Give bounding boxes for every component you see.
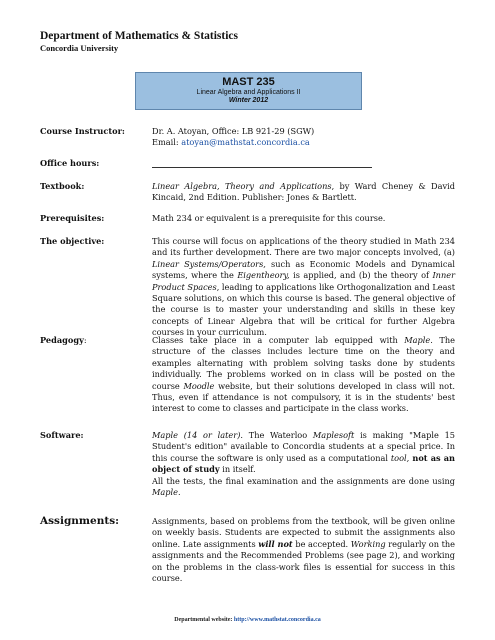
objective-text: This course will focus on applications of the theory studied in Math 234 and its further development. There are two major concepts involved, (a) Linear Systems/Operators, such as Economic Models and Dynamical systems, where the Eigentheory, is applied, and (b) the theory of Inner Product Spaces, leading to applications like Orthogonalization and Least Square solutions, on which this course is based. The general objective of the course is to master your understanding and skills in these key concepts of Linear Algebra that will be critical for further Algebra courses in your curriculum. (152, 236, 455, 338)
footer (0, 617, 495, 623)
course-code: MAST 235 (222, 76, 275, 88)
software-section (40, 430, 455, 498)
instructor-email-link[interactable]: atoyan@mathstat.concordia.ca (181, 137, 310, 148)
software-label: Software: (40, 430, 84, 440)
textbook-section (40, 181, 455, 204)
department-name: Department of Mathematics & Statistics (40, 30, 239, 42)
pedagogy-text: Classes take place in a computer lab equipped with Maple. The structure of the classes includes lecture time on the theory and examples alternating with problem solving tasks done by students individually. The problems worked on in class will be posted on the course Moodle website, but their solutions developed in class will not. Thus, even if attendance is not compulsory, it is in the students' best interest to come to classes and participate in the class works. (152, 335, 455, 414)
office-hours-label: Office hours: (40, 158, 100, 168)
software-text: Maple (14 or later). The Waterloo Maplesoft is making "Maple 15 Student's edition" available to Concordia students at a special price. In this course the software is only used as a computational tool, not as an object of study in itself. All the tests, the final examination and the assignments are done using Maple. (152, 430, 455, 498)
objective-label: The objective: (40, 236, 105, 246)
prerequisites-label: Prerequisites: (40, 213, 105, 223)
instructor-office: Dr. A. Atoyan, Office: LB 921-29 (SGW) (152, 126, 315, 136)
office-hours-section (40, 158, 455, 171)
course-title-box (135, 72, 362, 110)
university-name: Concordia University (40, 43, 119, 53)
office-hours-blank-line (152, 158, 372, 168)
document-header (40, 30, 238, 53)
assignments-label: Assignments: (40, 515, 119, 527)
instructor-label: Course Instructor: (40, 126, 125, 136)
textbook-text: Linear Algebra, Theory and Applications, by Ward Cheney & David Kincaid, 2nd Edition. Publisher: Jones & Bartlett. (152, 181, 455, 203)
course-name: Linear Algebra and Applications II (196, 89, 301, 96)
prerequisites-section (40, 213, 455, 224)
pedagogy-section (40, 335, 455, 415)
textbook-label: Textbook: (40, 181, 85, 191)
website-link[interactable]: http://www.mathstat.concordia.ca (233, 617, 321, 623)
instructor-email-line: Email: atoyan@mathstat.concordia.ca (152, 137, 310, 148)
assignments-text: Assignments, based on problems from the textbook, will be given online on weekly basis. Students are expected to submit the assignments also online. Late assignments will not be accepted. Working regularly on the assignments and the Recommended Problems (see page 2), and working on the problems in the class-work files is essential for success in this course. (152, 516, 455, 584)
pedagogy-label: Pedagogy: (40, 335, 87, 345)
assignments-section (40, 516, 455, 584)
footer-label: Departmental website: (174, 617, 234, 623)
prerequisites-text: Math 234 or equivalent is a prerequisite for this course. (152, 213, 386, 223)
course-term: Winter 2012 (228, 97, 269, 104)
objective-section (40, 236, 455, 339)
instructor-section (40, 126, 455, 149)
